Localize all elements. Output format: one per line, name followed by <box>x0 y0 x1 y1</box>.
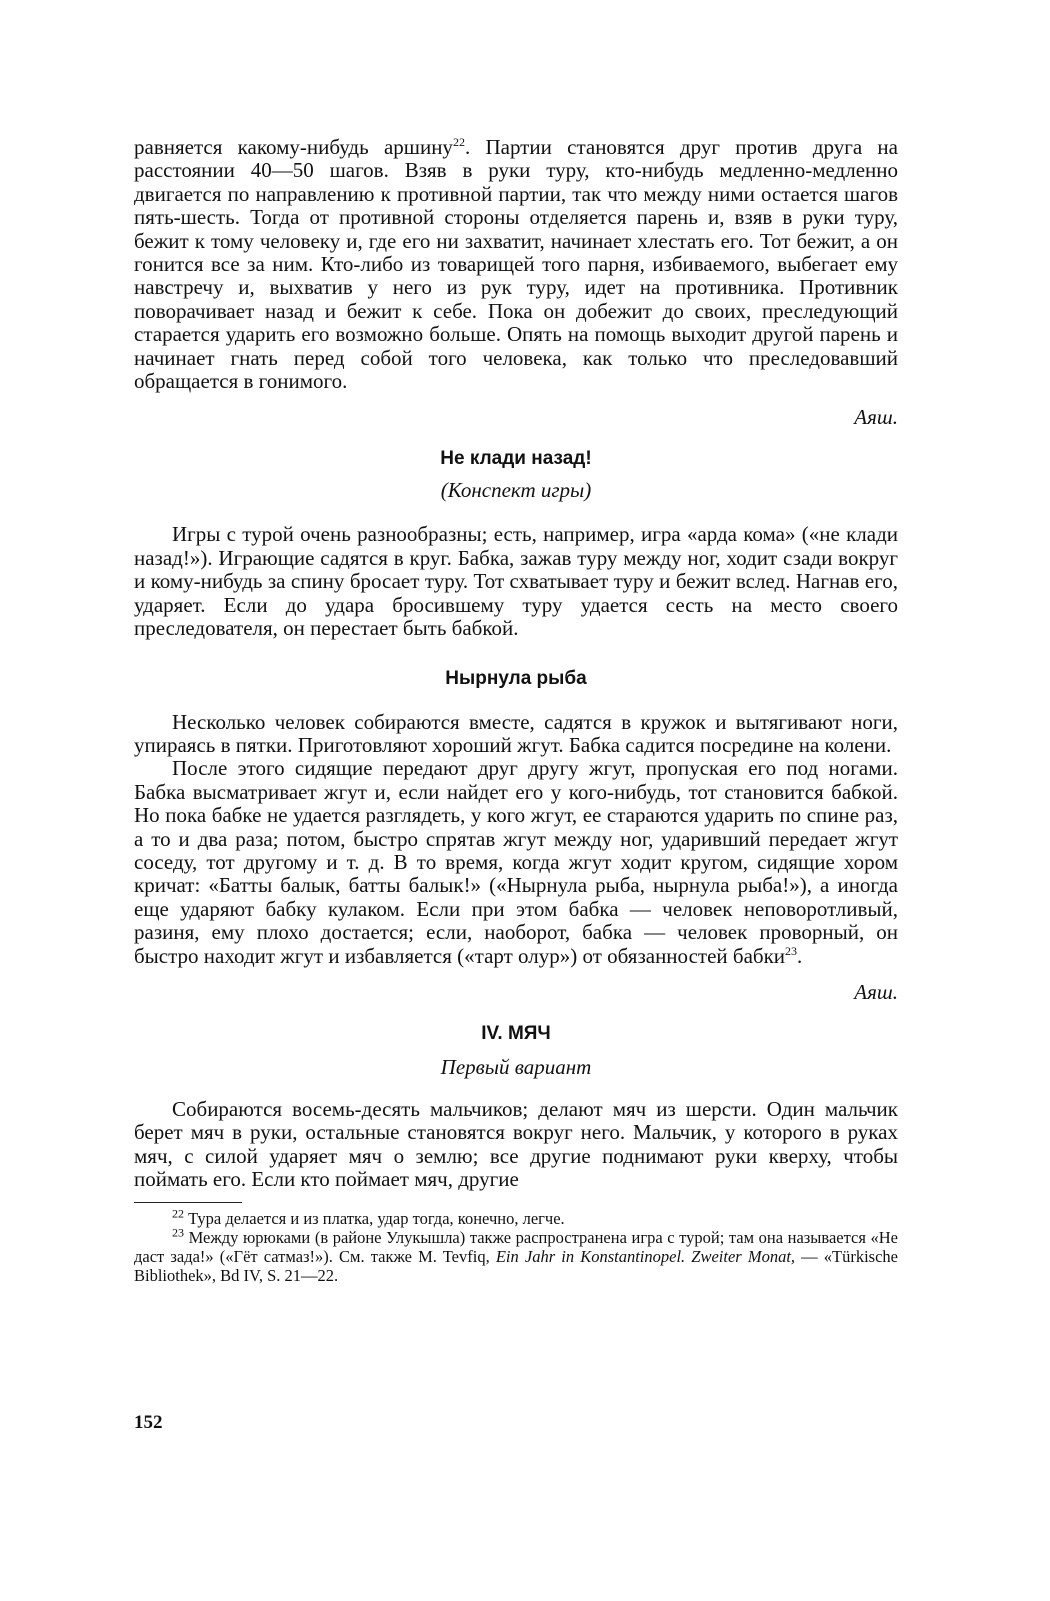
footnote-divider <box>134 1202 242 1203</box>
footnote-italic-title: Ein Jahr in Konstantinopel. Zweiter Monat, <box>495 1246 796 1266</box>
section-subheading-pervyi-variant: Первый вариант <box>440 1054 592 1079</box>
signature-ayash-1: Аяш. <box>854 405 898 430</box>
text-span: равняется какому-нибудь аршину <box>134 135 453 159</box>
paragraph-arda-koma: Игры с турой очень разнообразны; есть, например, игра «арда кома» («не клади назад!»). Играющие садятся в круг. Бабка, зажав туру между ног, ходит сзади вокруг и кому-нибудь за спину бросает туру. Тот схватывает туру и бежит вслед. Нагнав его, ударяет. Если до удара бросившему туру удается сесть на место своего преследователя, он перестает быть бабкой. <box>134 522 898 641</box>
paragraph-nyrnula-1: Несколько человек собираются вместе, садятся в кружок и вытягивают ноги, упираясь в пятки. Приготовляют хороший жгут. Бабка садится посредине на колени. <box>134 709 898 757</box>
text-span: . <box>797 943 803 968</box>
footnote-ref-23[interactable]: 23 <box>785 943 798 958</box>
footnote-22 <box>134 1206 898 1228</box>
text-span: . Партии становятся друг против друга на расстоянии 40—50 шагов. Взяв в руки туру, кто-нибудь медленно-медленно двигается по направлению к противной партии, так что между ними остается шагов пять-шесть. Тогда от противной стороны отделяется парень и, взяв в руки туру, бежит к тому человеку и, где его ни захватит, начинает хлестать его. Тот бежит, а он гонится все за ним. Кто-либо из товарищей того парня, избиваемого, выбегает ему навстречу и, выхватив у него из рук туру, идет на противника. Противник поворачивает назад и бежит к себе. Пока он добежит до своих, преследующий старается ударить его возможно больше. Опять на помощь выходит другой парень и начинает гнать перед собой того человека, как только что преследовавший обращается в гонимого. <box>134 135 898 394</box>
chapter-heading-myach: IV. МЯЧ <box>481 1022 551 1044</box>
section-subheading-konspekt: (Конспект игры) <box>440 478 592 503</box>
footnote-number: 23 <box>172 1225 184 1240</box>
footnote-text: Тура делается и из платка, удар тогда, конечно, легче. <box>184 1208 565 1228</box>
paragraph-intro <box>134 136 898 393</box>
footnote-text: Между юрюками (в районе Улукышла) также распространена игра с турой; там она называется «Не даст зада!» («Гёт сатмаз!»). См. также M. Tevfiq, <box>134 1227 898 1266</box>
footnote-number: 22 <box>172 1206 184 1221</box>
section-heading-nyrnula-ryba: Нырнула рыба <box>445 667 587 689</box>
section-heading-ne-kladi: Не клади назад! <box>440 448 592 470</box>
footnote-23 <box>134 1225 899 1285</box>
signature-ayash-2: Аяш. <box>854 979 898 1004</box>
paragraph-nyrnula-2 <box>134 757 898 968</box>
text-span: После этого сидящие передают друг другу жгут, пропуская его под ногами. Бабка высматривает жгут и, если найдет его у кого-нибудь, тот становится бабкой. Но пока бабке не удается разглядеть, у кого жгут, ее стараются ударить по спине раз, а то и два раза; потом, быстро спрятав жгут между ног, ударивший передает жгут соседу, тот другому и т. д. В то время, когда жгут ходит кругом, сидящие хором кричат: «Батты балык, батты балык!» («Нырнула рыба, нырнула рыба!»), а иногда еще ударяют бабку кулаком. Если при этом бабка — человек неповоротливый, разиня, ему плохо достается; если, наоборот, бабка — человек проворный, он быстро находит жгут и избавляется («тарт олур») от обязанностей бабки <box>134 756 898 968</box>
footnote-ref-22[interactable]: 22 <box>452 135 465 149</box>
paragraph-myach: Собираются восемь-десять мальчиков; делают мяч из шерсти. Один мальчик берет мяч в руки, остальные становятся вокруг него. Мальчик, у которого в руках мяч, с силой ударяет мяч о землю; все другие поднимают руки кверху, чтобы поймать его. Если кто поймает мяч, другие <box>134 1096 898 1192</box>
page-number: 152 <box>134 1412 163 1433</box>
page-body <box>134 136 898 1285</box>
footnote-text: — «Türkische Bibliothek», Bd IV, S. 21—22. <box>134 1246 899 1285</box>
